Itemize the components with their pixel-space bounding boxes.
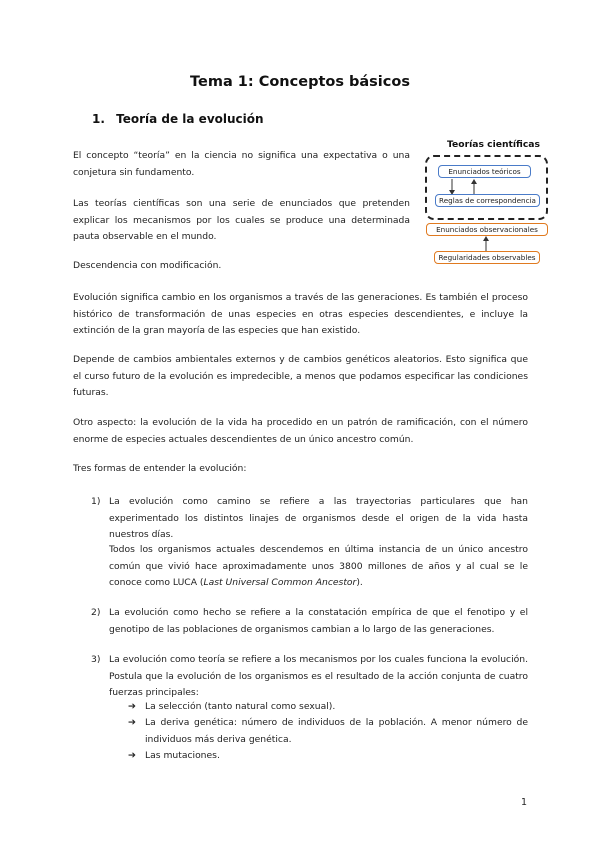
list-item-hecho: La evolución como hecho se refiere a la constatación empírica de que el fenotipo y el genotipo de las poblaciones de organismos cambian a lo largo de las generaciones. <box>109 607 528 635</box>
arrow-head <box>483 236 489 241</box>
page-title: Tema 1: Conceptos básicos <box>190 74 410 90</box>
luca-italic: Last Universal Common Ancestor <box>203 577 357 588</box>
box-reglas-correspondencia: Reglas de correspondencia <box>435 194 540 207</box>
arrow-up-icon <box>481 236 491 252</box>
paragraph-cambios-ambientales: Depende de cambios ambientales externos y de cambios genéticos aleatorios. Esto significa que el curso futuro de la evolución es impredecible, a menos que podamos especificar las condiciones futuras. <box>73 354 528 398</box>
luca-text: Todos los organismos actuales descendemos en última instancia de un único ancestro común que vivió hace aproximadamente unos 3800 millones de años y al cual se le conoce como LUCA ( <box>109 544 528 588</box>
bullet-seleccion: La selección (tanto natural como sexual). <box>145 701 336 712</box>
paragraph-evolucion-significa: Evolución significa cambio en los organismos a través de las generaciones. Es también el proceso histórico de transformación de unas especies en otras especies descendientes, e incluye la extinción de la gran mayoría de las especies que han existido. <box>73 292 528 336</box>
arrow-bullet-icon: ➔ <box>128 750 136 761</box>
box-enunciados-observacionales: Enunciados observacionales <box>426 223 548 236</box>
list-item-luca <box>109 542 528 592</box>
list-item-teoria: La evolución como teoría se refiere a los mecanismos por los cuales funciona la evolución. Postula que la evolución de los organismos es el resultado de la acción conjunta de cuatro fuerzas principales: <box>109 654 528 698</box>
luca-close: ). <box>356 577 363 588</box>
list-item-camino: La evolución como camino se refiere a las trayectorias particulares que han experimentado los distintos linajes de organismos desde el origen de la vida hasta nuestros días. <box>109 496 528 540</box>
box-enunciados-teoricos: Enunciados teóricos <box>438 165 531 178</box>
paragraph-concepto-teoria: El concepto “teoría” en la ciencia no significa una expectativa o una conjetura sin fundamento. <box>73 150 410 178</box>
arrow-bullet-icon: ➔ <box>128 717 136 728</box>
arrow-bullet-icon: ➔ <box>128 701 136 712</box>
arrow-up-head <box>471 179 477 184</box>
paragraph-otro-aspecto: Otro aspecto: la evolución de la vida ha procedido en un patrón de ramificación, con el número enorme de especies actuales descendientes de un único ancestro común. <box>73 417 528 445</box>
paragraph-descendencia: Descendencia con modificación. <box>73 260 222 271</box>
list-number-3: 3) <box>91 654 101 665</box>
box-regularidades-observables: Regularidades observables <box>434 251 540 264</box>
list-number-2: 2) <box>91 607 101 618</box>
section-title: Teoría de la evolución <box>116 112 264 126</box>
diagram-title: Teorías científicas <box>447 139 540 150</box>
paragraph-teorias-cientificas: Las teorías científicas son una serie de enunciados que pretenden explicar los mecanismos por los cuales se produce una determinada pauta observable en el mundo. <box>73 198 410 242</box>
bullet-mutaciones: Las mutaciones. <box>145 750 220 761</box>
section-heading <box>92 112 264 126</box>
paragraph-tres-formas: Tres formas de entender la evolución: <box>73 463 247 474</box>
list-number-1: 1) <box>91 496 101 507</box>
section-number: 1. <box>92 112 105 126</box>
page-number: 1 <box>521 797 528 808</box>
bullet-deriva: La deriva genética: número de individuos de la población. A menor número de individuos más deriva genética. <box>145 717 528 745</box>
